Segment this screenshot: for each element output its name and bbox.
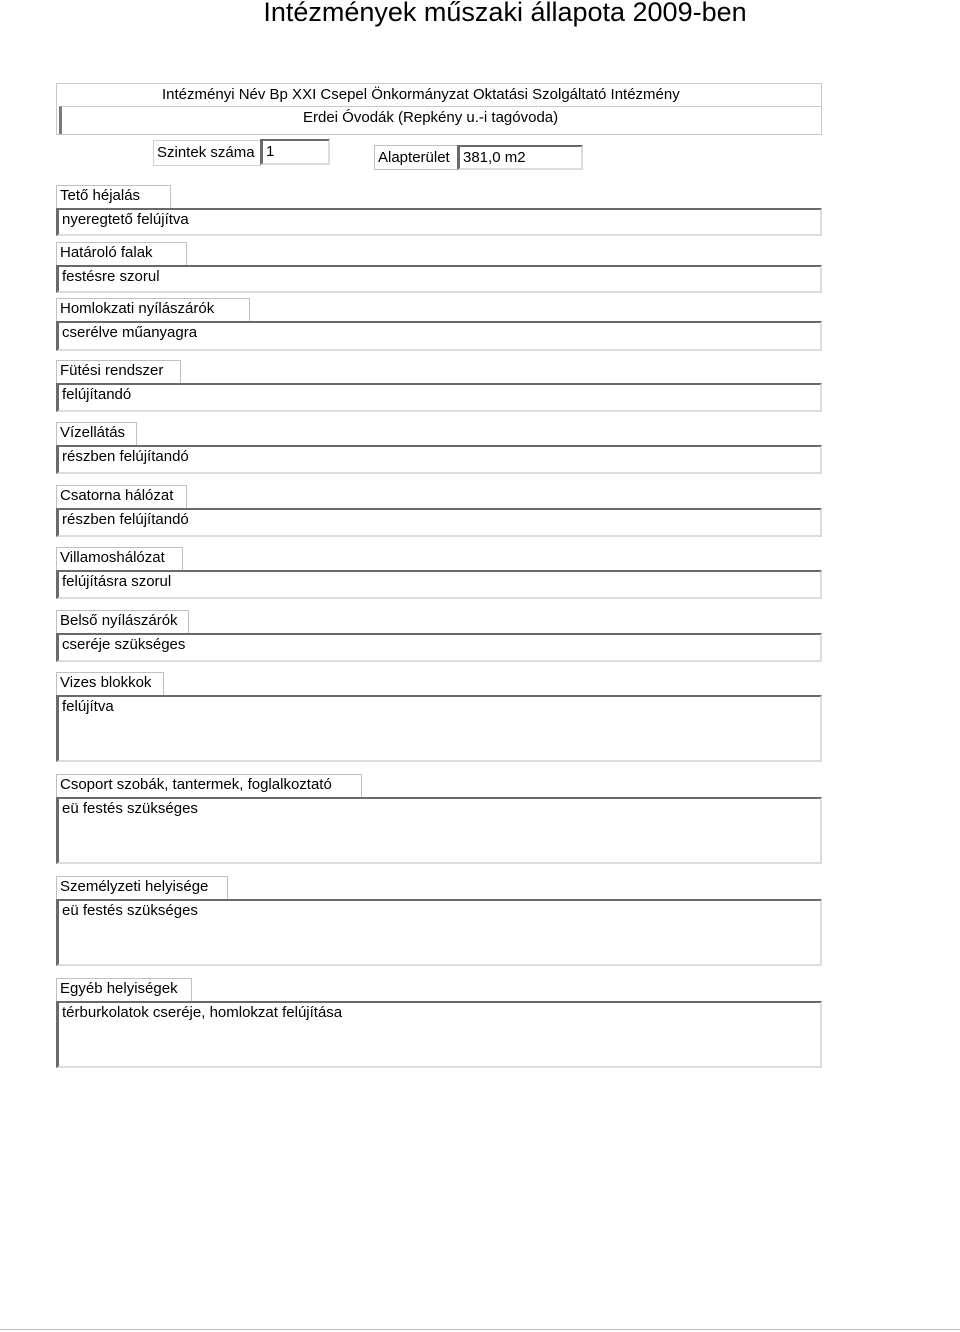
heating-label: Fütési rendszer	[56, 360, 181, 384]
page-title: Intézmények műszaki állapota 2009-ben	[263, 0, 747, 27]
institution-line-1	[162, 86, 680, 104]
page-bottom-divider	[0, 1329, 960, 1330]
staff-rooms-label: Személyzeti helyisége	[56, 876, 228, 900]
group-rooms-field[interactable]: eü festés szükséges	[56, 797, 822, 864]
other-rooms-field[interactable]: térburkolatok cseréje, homlokzat felújítása	[56, 1001, 822, 1068]
bathrooms-label: Vizes blokkok	[56, 672, 164, 696]
water-supply-label: Vízellátás	[56, 422, 137, 446]
bathrooms-field[interactable]: felújítva	[56, 695, 822, 762]
sewer-label: Csatorna hálózat	[56, 485, 187, 509]
sewer-field[interactable]: részben felújítandó	[56, 508, 822, 537]
facade-windows-field[interactable]: cserélve műanyagra	[56, 321, 822, 351]
roof-field[interactable]: nyeregtető felújítva	[56, 208, 822, 236]
institution-name-line2: Erdei Óvodák (Repkény u.-i tagóvoda)	[303, 109, 559, 126]
other-rooms-label: Egyéb helyiségek	[56, 978, 192, 1002]
staff-rooms-field[interactable]: eü festés szükséges	[56, 899, 822, 966]
electrical-field[interactable]: felújításra szorul	[56, 570, 822, 599]
levels-label: Szintek száma	[153, 140, 261, 166]
heating-field[interactable]: felújítandó	[56, 383, 822, 412]
inner-windows-label: Belső nyílászárók	[56, 610, 189, 634]
water-supply-field[interactable]: részben felújítandó	[56, 445, 822, 474]
walls-field[interactable]: festésre szorul	[56, 265, 822, 293]
group-rooms-label: Csoport szobák, tantermek, foglalkoztató	[56, 774, 362, 798]
walls-label: Határoló falak	[56, 242, 187, 266]
institution-label: Intézményi Név	[162, 86, 266, 103]
institution-name-line1: Bp XXI Csepel Önkormányzat Oktatási Szolgáltató Intézmény	[269, 86, 680, 103]
inner-windows-field[interactable]: cseréje szükséges	[56, 633, 822, 662]
electrical-label: Villamoshálózat	[56, 547, 183, 571]
area-field[interactable]: 381,0 m2	[457, 145, 583, 170]
levels-field[interactable]: 1	[260, 139, 330, 165]
roof-label: Tető héjalás	[56, 185, 171, 209]
area-label: Alapterület	[374, 145, 458, 170]
facade-windows-label: Homlokzati nyílászárók	[56, 298, 250, 322]
